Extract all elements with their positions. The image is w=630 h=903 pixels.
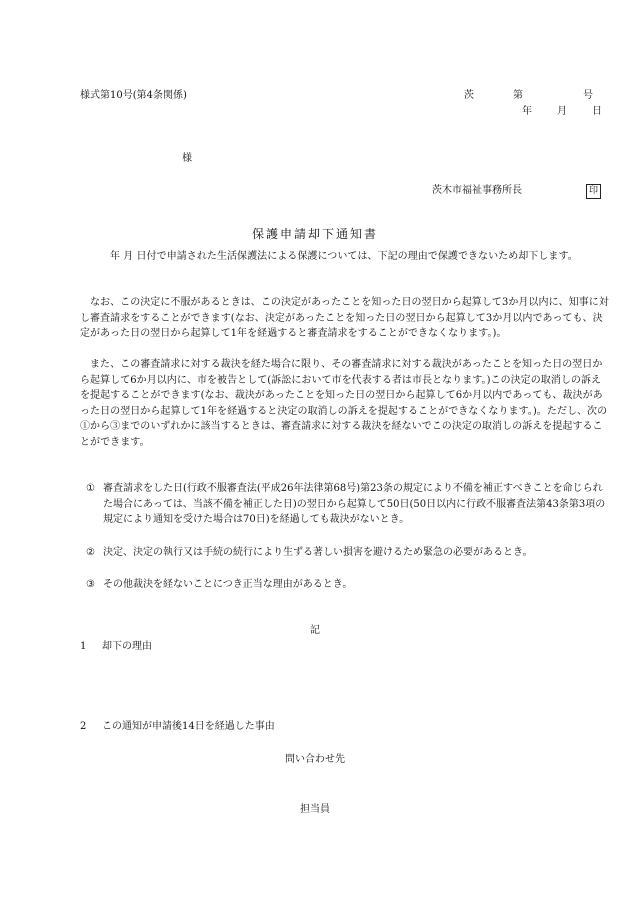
document-title: 保護申請却下通知書 [251, 227, 378, 241]
list-item [86, 545, 610, 561]
body-paragraph-1: 年 月 日付で申請された生活保護法による保護については、下記の理由で保護できないため却下します。 [110, 251, 578, 262]
item-text: その他裁決を経ないことにつき正当な理由があるとき。 [103, 579, 353, 590]
item-number: ③ [86, 579, 95, 590]
section-1-label: 却下の理由 [102, 641, 152, 652]
contact-person: 担当員 [300, 804, 330, 815]
date-day: 日 [592, 106, 602, 117]
list-item [86, 577, 610, 593]
body-paragraph-3: また、この審査請求に対する裁決を経た場合に限り、その審査請求に対する裁決があったことを知った日の翌日から起算して6か月以内に、市を被告として(訴訟において市を代表する者は市長となります。)この決定の取消しの訴えを提起することができます(なお、裁決があったことを知った日の翌日から起算して6か月以内であっても、裁決があった日の翌日から起算して1年を経過すると決定の取消しの訴えを提起することができなくなります。)。ただし、次の①から③までのいずれかに該当するときは、審査請求に対する裁決を経ないでこの決定の取消しの訴えを提起することができます。 [80, 359, 608, 448]
ki-heading: 記 [310, 625, 320, 636]
item-number: ② [86, 547, 95, 558]
date-month: 月 [557, 106, 567, 117]
section-2-label: この通知が申請後14日を経過した事由 [102, 721, 275, 732]
section-1-number: 1 [80, 641, 87, 652]
form-number: 様式第10号(第4条関係) [80, 90, 187, 101]
list-item [86, 481, 610, 528]
issuer-name: 茨木市福祉事務所長 [432, 185, 522, 196]
item-number: ① [86, 483, 95, 494]
addressee-sama: 様 [182, 153, 192, 164]
contact-heading: 問い合わせ先 [285, 754, 345, 765]
doc-number-dai: 第 [513, 90, 523, 101]
body-paragraph-2: なお、この決定に不服があるときは、この決定があったことを知った日の翌日から起算して3か月以内に、知事に対し審査請求をすることができます(なお、決定があったことを知った日の翌日から起算して3か月以内であっても、決定があった日の翌日から起算して1年を経過すると審査請求をすることができなくなります。)。 [80, 297, 609, 339]
item-text: 審査請求をした日(行政不服審査法(平成26年法律第68号)第23条の規定により不備を補正すべきことを命じられた場合にあっては、当該不備を補正した日)の翌日から起算して50日(50日以内に行政不服審査法第43条第3項の規定により通知を受けた場合は70日)を経過しても裁決がないとき。 [103, 483, 606, 525]
seal-mark: 印 [586, 184, 601, 199]
item-text: 決定、決定の執行又は手続の続行により生ずる著しい損害を避けるため緊急の必要があるとき。 [103, 547, 533, 558]
doc-number-prefix: 茨 [464, 90, 474, 101]
section-2-number: 2 [80, 721, 87, 732]
doc-number-go: 号 [583, 90, 593, 101]
date-year: 年 [522, 106, 532, 117]
